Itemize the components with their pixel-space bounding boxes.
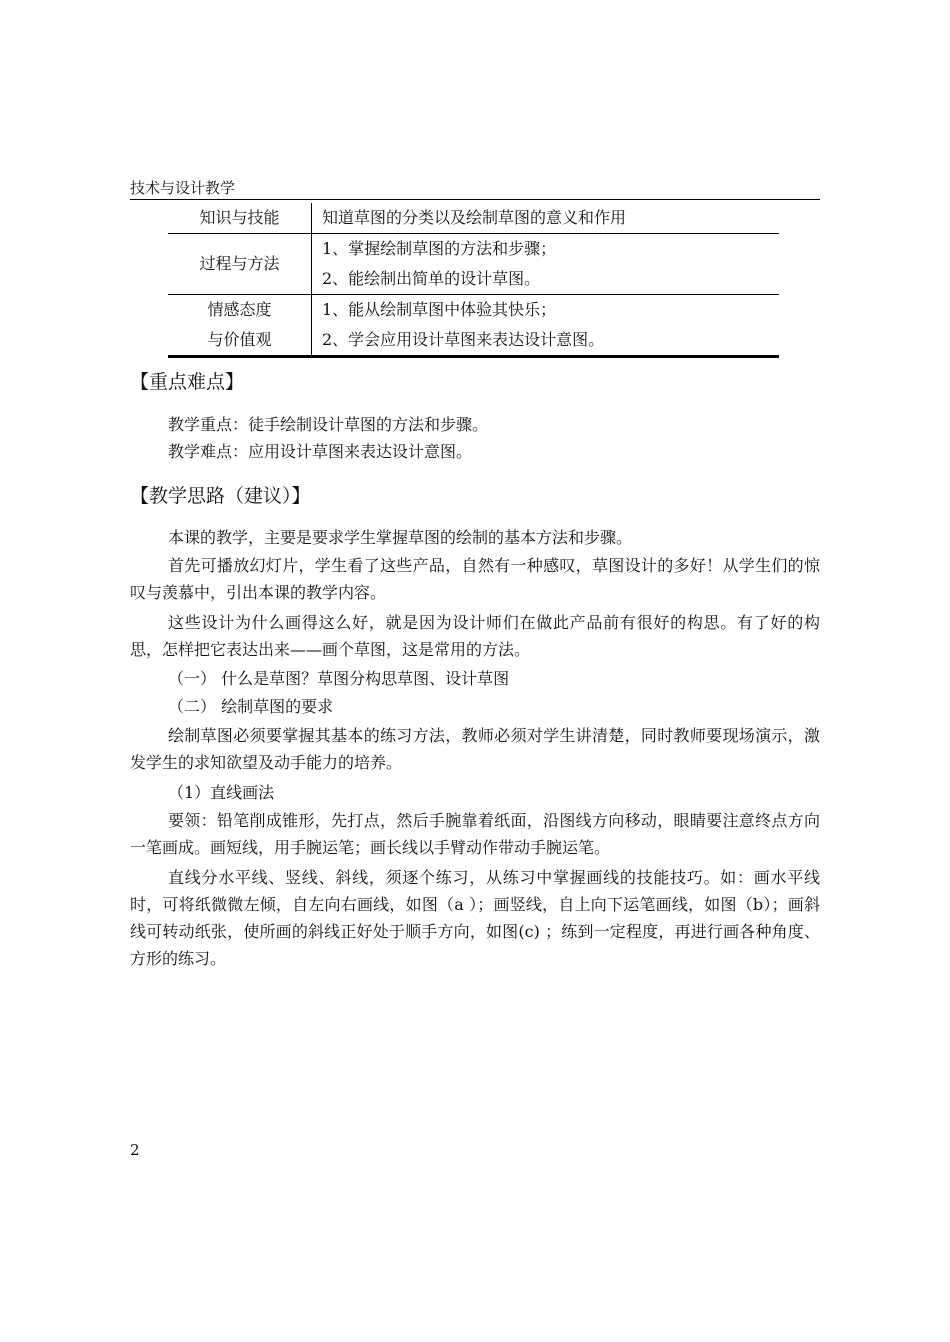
table-row	[168, 203, 779, 234]
paragraph: 首先可播放幻灯片，学生看了这些产品，自然有一种感叹，草图设计的多好！从学生们的惊叹与羡慕中，引出本课的教学内容。	[130, 556, 820, 602]
list-item: （一） 什么是草图？草图分构思草图、设计草图	[168, 669, 510, 688]
list-item: （1）直线画法	[168, 783, 275, 802]
paragraph: 要领：铅笔削成锥形，先打点，然后手腕靠着纸面，沿图线方向移动，眼睛要注意终点方向一笔画成。画短线，用手腕运笔；画长线以手臂动作带动手腕运笔。	[130, 811, 820, 857]
page-number: 2	[130, 1141, 140, 1159]
paragraph: 本课的教学，主要是要求学生掌握草图的绘制的基本方法和步骤。	[168, 528, 633, 547]
running-header: 技术与设计教学	[130, 178, 820, 200]
table-row	[168, 234, 779, 295]
objective-content: 1、掌握绘制草图的方法和步骤； 2、能绘制出简单的设计草图。	[322, 239, 557, 288]
key-focus-text: 教学重点：徒手绘制设计草图的方法和步骤。	[168, 415, 489, 434]
objective-label: 情感态度 与价值观	[168, 295, 312, 357]
objective-content: 1、能从绘制草图中体验其快乐； 2、学会应用设计草图来表达设计意图。	[322, 300, 605, 349]
key-difficulty-text: 教学难点：应用设计草图来表达设计意图。	[168, 442, 473, 461]
paragraph: 这些设计为什么画得这么好，就是因为设计师们在做此产品前有很好的构思。有了好的构思，怎样把它表达出来——画个草图，这是常用的方法。	[130, 613, 820, 659]
section-heading-teaching-ideas: 【教学思路（建议）】	[130, 485, 311, 507]
paragraph: 直线分水平线、竖线、斜线，须逐个练习，从练习中掌握画线的技能技巧。如：画水平线时，可将纸微微左倾，自左向右画线，如图（a ）；画竖线，自上向下运笔画线，如图（b）；画斜线可转动纸张，使所画的斜线正好处于顺手方向，如图(c) ；练到一定程度，再进行画各种角度、方形的练习。	[130, 868, 820, 968]
paragraph: 绘制草图必须要掌握其基本的练习方法，教师必须对学生讲清楚，同时教师要现场演示，激发学生的求知欲望及动手能力的培养。	[130, 726, 820, 772]
section-heading-key-points: 【重点难点】	[130, 371, 245, 393]
list-item: （二） 绘制草图的要求	[168, 697, 334, 716]
table-row	[168, 295, 779, 357]
objective-label: 过程与方法	[168, 234, 312, 295]
objective-content: 知道草图的分类以及绘制草图的意义和作用	[322, 208, 627, 227]
objectives-table	[168, 203, 779, 358]
objective-label: 知识与技能	[168, 203, 312, 234]
